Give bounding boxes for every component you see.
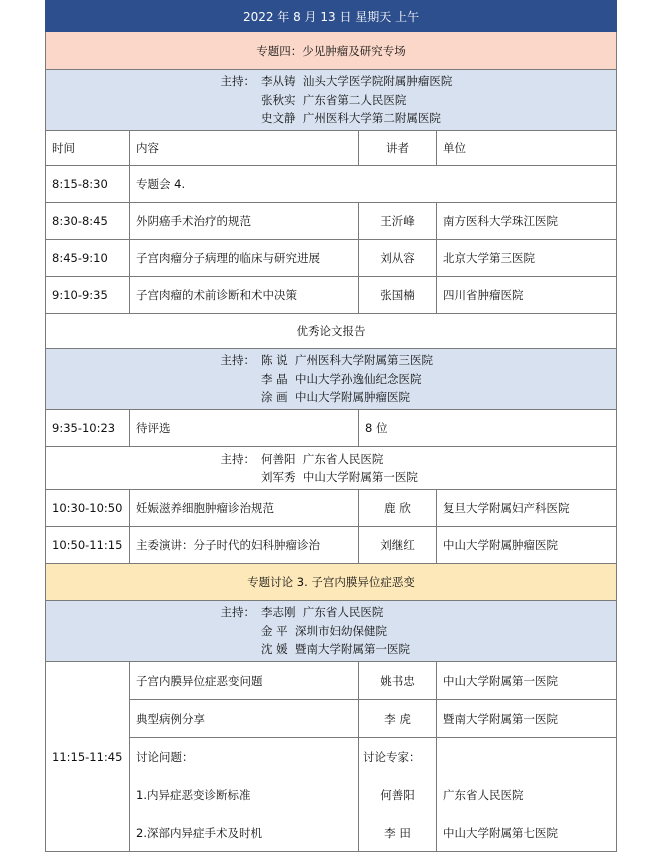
chair-unit: 深圳市妇幼保健院 [294, 623, 387, 638]
chair-line [46, 91, 616, 110]
session-time: 8:45-9:10 [46, 240, 130, 277]
discussion-speaker: 讨论专家： [359, 738, 437, 776]
session-unit: 南方医科大学珠江医院 [437, 203, 617, 240]
session-speaker: 张国楠 [359, 277, 437, 314]
discussion-speaker: 李 虎 [359, 700, 437, 738]
discussion-content: 2.深部内异症手术及时机 [130, 814, 359, 852]
chair-unit: 汕头大学医学院附属肿瘤医院 [302, 74, 453, 89]
chair-unit: 暨南大学附属第一医院 [294, 642, 410, 657]
chair-unit: 广东省第二人民医院 [302, 92, 407, 107]
discussion-content: 讨论问题： [130, 738, 359, 776]
session-time: 8:30-8:45 [46, 203, 130, 240]
date-header: 2022 年 8 月 13 日 星期天 上午 [46, 1, 617, 32]
session-content: 子宫肉瘤的术前诊断和术中决策 [130, 277, 359, 314]
session-time: 10:30-10:50 [46, 490, 130, 527]
chair-name: 张秋实 [261, 92, 296, 107]
discussion-content: 1.内异症恶变诊断标准 [130, 776, 359, 814]
chair-name: 沈 媛 [261, 642, 288, 657]
chair-name: 金 平 [261, 623, 288, 638]
session-time: 9:35-10:23 [46, 410, 130, 447]
discussion-speaker: 何善阳 [359, 776, 437, 814]
col-time: 时间 [46, 131, 130, 166]
chair-info [255, 640, 471, 659]
column-header-row [46, 131, 617, 166]
session-unit: 四川省肿瘤医院 [437, 277, 617, 314]
chair-info [255, 351, 471, 370]
discussion-speaker: 李 田 [359, 814, 437, 852]
session-speaker: 鹿 欣 [359, 490, 437, 527]
chair-name: 李志刚 [261, 605, 296, 620]
table-row [46, 738, 617, 776]
session-speaker: 刘继红 [359, 527, 437, 564]
session-unit: 中山大学附属肿瘤医院 [437, 527, 617, 564]
session-unit: 北京大学第三医院 [437, 240, 617, 277]
discussion-unit: 暨南大学附属第一医院 [437, 700, 617, 738]
session-unit: 复旦大学附属妇产科医院 [437, 490, 617, 527]
chair-info [255, 109, 471, 128]
chair-info [255, 603, 471, 622]
chair-name: 刘军秀 [261, 470, 296, 484]
discussion-unit: 中山大学附属第一医院 [437, 662, 617, 700]
chair-unit: 中山大学附属第一医院 [302, 470, 418, 484]
discussion-title: 专题讨论 3. 子宫内膜异位症恶变 [46, 564, 617, 601]
session-content: 妊娠滋养细胞肿瘤诊治规范 [130, 490, 359, 527]
session-content: 专题会 4. [130, 166, 617, 203]
col-unit: 单位 [437, 131, 617, 166]
chairs3 [46, 447, 617, 490]
chair-name: 陈 说 [261, 353, 288, 368]
table-row [46, 700, 617, 738]
chair-unit: 中山大学孙逸仙纪念医院 [294, 371, 422, 386]
table-row [46, 776, 617, 814]
chair-line [46, 72, 616, 91]
session-speaker: 8 位 [359, 410, 617, 447]
session-content: 外阴癌手术治疗的规范 [130, 203, 359, 240]
topic4-row [46, 32, 617, 70]
chair-unit: 广州医科大学第二附属医院 [302, 111, 441, 126]
chair-info [255, 370, 471, 389]
chair-unit: 广东省人民医院 [302, 451, 384, 466]
chair-info [255, 72, 471, 91]
session-time: 9:10-9:35 [46, 277, 130, 314]
chair-info [255, 91, 471, 110]
discussion-title-row [46, 564, 617, 601]
session-time: 10:50-11:15 [46, 527, 130, 564]
papers-title: 优秀论文报告 [46, 314, 617, 349]
chair-name: 史文静 [261, 111, 296, 126]
papers-title-row [46, 314, 617, 349]
discussion-chairs [46, 601, 617, 662]
chair-line [46, 109, 616, 128]
chair-line [46, 603, 616, 622]
table-row [46, 240, 617, 277]
chair-info [255, 468, 471, 487]
table-row [46, 203, 617, 240]
session-content: 子宫肉瘤分子病理的临床与研究进展 [130, 240, 359, 277]
chair-unit: 中山大学附属肿瘤医院 [294, 390, 410, 405]
chair-info [255, 622, 471, 641]
chair-line [46, 388, 616, 407]
table-row [46, 814, 617, 852]
table-row [46, 410, 617, 447]
chair-line [46, 468, 616, 487]
discussion-speaker: 姚书忠 [359, 662, 437, 700]
chair-line [46, 370, 616, 389]
chair-label: 主持： [220, 74, 256, 89]
date-header-row [46, 1, 617, 32]
chair-info [255, 450, 471, 469]
chair-name: 李 晶 [261, 371, 288, 386]
session-speaker: 王沂峰 [359, 203, 437, 240]
session-time: 8:15-8:30 [46, 166, 130, 203]
chair-label: 主持： [220, 451, 256, 466]
col-content: 内容 [130, 131, 359, 166]
chair-unit: 广州医科大学附属第三医院 [294, 353, 433, 368]
chair-name: 涂 画 [261, 390, 288, 405]
session-speaker: 刘从容 [359, 240, 437, 277]
discussion-unit [437, 738, 617, 776]
table-row [46, 662, 617, 700]
discussion-time: 11:15-11:45 [46, 662, 130, 852]
table-row [46, 166, 617, 203]
chair-unit: 广东省人民医院 [302, 605, 384, 620]
chair-info [255, 388, 471, 407]
table-row [46, 490, 617, 527]
discussion-unit: 中山大学附属第七医院 [437, 814, 617, 852]
topic4-chairs [46, 70, 617, 131]
chair-line [46, 622, 616, 641]
chair-label: 主持： [220, 605, 256, 620]
table-row [46, 277, 617, 314]
col-speaker: 讲者 [359, 131, 437, 166]
chairs3-row [46, 447, 617, 490]
table-row [46, 527, 617, 564]
topic4-title: 专题四：少见肿瘤及研究专场 [46, 32, 617, 70]
chair-line [46, 640, 616, 659]
topic4-chairs-row [46, 70, 617, 131]
papers-chairs [46, 349, 617, 410]
discussion-unit: 广东省人民医院 [437, 776, 617, 814]
session-content: 待评选 [130, 410, 359, 447]
discussion-content: 典型病例分享 [130, 700, 359, 738]
chair-label: 主持： [220, 353, 256, 368]
discussion-content: 子宫内膜异位症恶变问题 [130, 662, 359, 700]
chair-name: 何善阳 [261, 451, 296, 466]
session-content: 主委演讲：分子时代的妇科肿瘤诊治 [130, 527, 359, 564]
chair-line [46, 450, 616, 469]
chair-line [46, 351, 616, 370]
papers-chairs-row [46, 349, 617, 410]
chair-name: 李从铸 [261, 74, 296, 89]
discussion-chairs-row [46, 601, 617, 662]
schedule-table [45, 0, 617, 852]
